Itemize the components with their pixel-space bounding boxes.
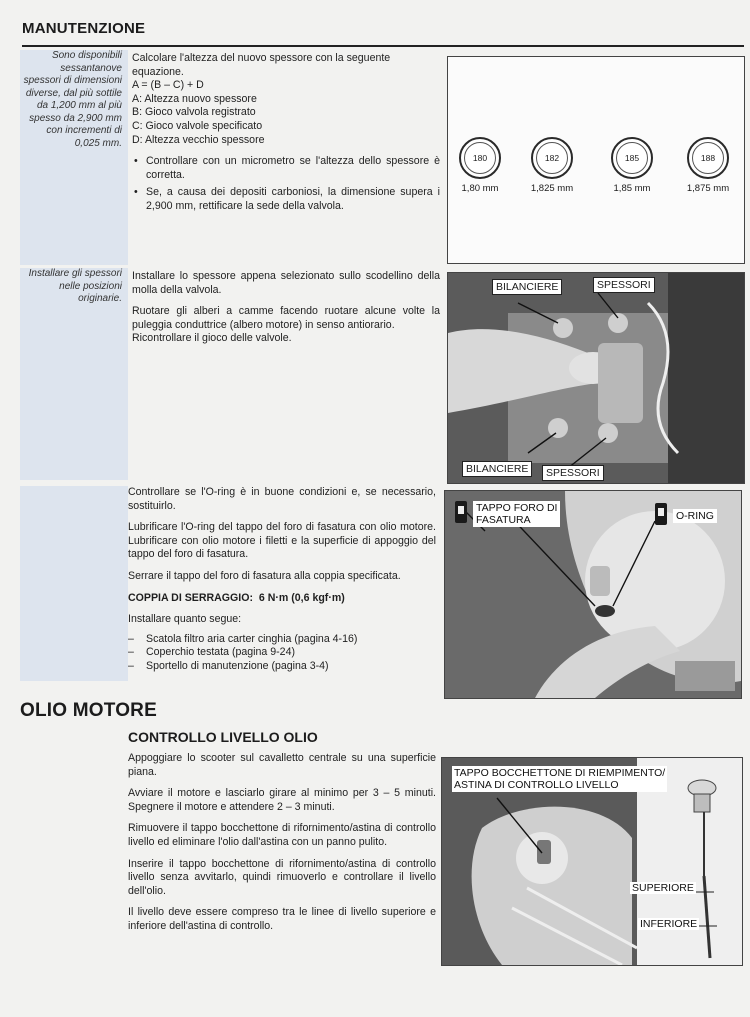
- lower-level-label: INFERIORE: [640, 918, 698, 930]
- install-paragraph: Ricontrollare il gioco delle valvole.: [132, 332, 292, 345]
- shims-label-top: SPESSORI: [593, 277, 655, 293]
- shim-bullets: [132, 155, 440, 213]
- shim-marking: 182: [544, 153, 560, 163]
- shim-sizes-note: Sono disponibili sessantanove spessori di dimensioni diverse, dal più sottile da 1,200 mm al più spesso da 2,900 mm con incrementi di 0,025 mm.: [23, 50, 122, 149]
- shims-label-bottom: SPESSORI: [542, 465, 604, 481]
- oring-label: O-RING: [673, 509, 717, 523]
- shim-marking: 180: [472, 153, 488, 163]
- install-item: – Coperchio testata (pagina 9-24): [128, 646, 436, 660]
- oil-level-text: [128, 752, 436, 942]
- header-rule: [22, 45, 744, 47]
- oring-paragraph: Serrare il tappo del foro di fasatura alla coppia specificata.: [128, 569, 401, 582]
- timing-plug-label-line1: TAPPO FORO DI: [476, 502, 558, 514]
- oring-paragraph: Controllare se l'O-ring è in buone condizioni e, se necessario, sostituirlo.: [128, 486, 436, 512]
- tool-icon: [655, 503, 667, 525]
- oring-paragraph: Lubrificare l'O-ring del tappo del foro di fasatura con olio motore. Lubrificare con olio motore i filetti e la superficie di appoggio del tappo del foro di fasatura.: [128, 521, 436, 561]
- dipstick-label: [452, 766, 667, 792]
- shim-definitions: [132, 93, 440, 147]
- install-item: – Sportello di manutenzione (pagina 3-4): [128, 660, 436, 674]
- oil-paragraph: Il livello deve essere compreso tra le linee di livello superiore e inferiore dell'astina di controllo.: [128, 906, 436, 932]
- upper-level-label: SUPERIORE: [632, 882, 694, 894]
- install-items-list: [128, 633, 436, 674]
- bullet-item: • Controllare con un micrometro se l'altezza dello spessore è corretta.: [132, 155, 440, 182]
- sidebar-shade-3: [20, 486, 128, 681]
- shim-sample: [522, 137, 582, 194]
- oring-text: [128, 486, 436, 674]
- timing-plug-label-line2: FASATURA: [476, 514, 531, 526]
- install-paragraph: Installare lo spessore appena selezionato sullo scodellino della molla della valvola.: [132, 270, 440, 296]
- tool-icon: [455, 501, 467, 523]
- oil-paragraph: Inserire il tappo bocchettone di rifornimento/astina di controllo livello senza avvitarlo, quindi rimuoverlo e controllare il livello dell'olio.: [128, 857, 436, 897]
- oil-paragraph: Appoggiare lo scooter sul cavalletto centrale su una superficie piana.: [128, 752, 436, 778]
- page-header-title: MANUTENZIONE: [22, 20, 146, 37]
- shim-sample: [450, 137, 510, 194]
- torque-spec: [128, 592, 436, 606]
- torque-label: COPPIA DI SERRAGGIO:: [128, 591, 253, 604]
- dipstick-photo: [441, 757, 743, 966]
- oil-paragraph: Rimuovere il tappo bocchettone di rifornimento/astina di controllo livello ed eliminare l'olio dall'astina con un panno pulito.: [128, 822, 436, 848]
- shim-calculation-block: [132, 52, 440, 218]
- torque-value: 6 N·m (0,6 kgf·m): [258, 591, 345, 604]
- install-items-intro: Installare quanto segue:: [128, 613, 242, 626]
- valve-shims-photo-illustration: [448, 273, 744, 483]
- definition-item: B: Gioco valvola registrato: [132, 106, 256, 119]
- install-shims-note: Installare gli spessori nelle posizioni originarie.: [28, 268, 122, 304]
- definition-item: D: Altezza vecchio spessore: [132, 133, 265, 146]
- oil-paragraph: Avviare il motore e lasciarlo girare al minimo per 3 – 5 minuti. Spegnere il motore e attendere 2 – 3 minuti.: [128, 787, 436, 813]
- shim-disc-icon: [531, 137, 573, 179]
- definition-item: C: Gioco valvole specificato: [132, 119, 263, 132]
- shim-disc-icon: [611, 137, 653, 179]
- shim-disc-icon: [687, 137, 729, 179]
- valve-shims-photo: [447, 272, 745, 484]
- shim-intro: Calcolare l'altezza del nuovo spessore con la seguente equazione.: [132, 52, 391, 78]
- shim-disc-icon: [459, 137, 501, 179]
- install-paragraph: Ruotare gli alberi a camme facendo ruotare alcune volte la puleggia conduttrice (albero motore) in senso antiorario.: [132, 305, 440, 331]
- rocker-arm-label-top: BILANCIERE: [492, 279, 562, 295]
- shim-samples-figure: [447, 56, 745, 264]
- shim-marking: 188: [700, 153, 716, 163]
- dipstick-label-line1: TAPPO BOCCHETTONE DI RIEMPIMENTO/: [454, 767, 666, 779]
- shim-size-caption: 1,80 mm: [461, 183, 499, 194]
- timing-plug-photo: [444, 490, 742, 699]
- shim-sample: [678, 137, 738, 194]
- rocker-arm-label-bottom: BILANCIERE: [462, 461, 532, 477]
- shim-equation: A = (B – C) + D: [132, 79, 204, 92]
- subsection-title: CONTROLLO LIVELLO OLIO: [128, 729, 318, 745]
- shim-size-caption: 1,825 mm: [530, 183, 574, 194]
- shim-sample: [602, 137, 662, 194]
- definition-item: A: Altezza nuovo spessore: [132, 92, 257, 105]
- timing-plug-label: [473, 501, 560, 527]
- install-shims-text: [132, 270, 440, 354]
- section-title: OLIO MOTORE: [20, 700, 157, 721]
- install-item: – Scatola filtro aria carter cinghia (pagina 4-16): [128, 633, 436, 647]
- shim-size-caption: 1,875 mm: [686, 183, 730, 194]
- shim-marking: 185: [624, 153, 640, 163]
- shim-size-caption: 1,85 mm: [613, 183, 651, 194]
- bullet-item: • Se, a causa dei depositi carboniosi, la dimensione supera i 2,900 mm, rettificare la sede della valvola.: [132, 186, 440, 213]
- dipstick-label-line2: ASTINA DI CONTROLLO LIVELLO: [454, 779, 619, 791]
